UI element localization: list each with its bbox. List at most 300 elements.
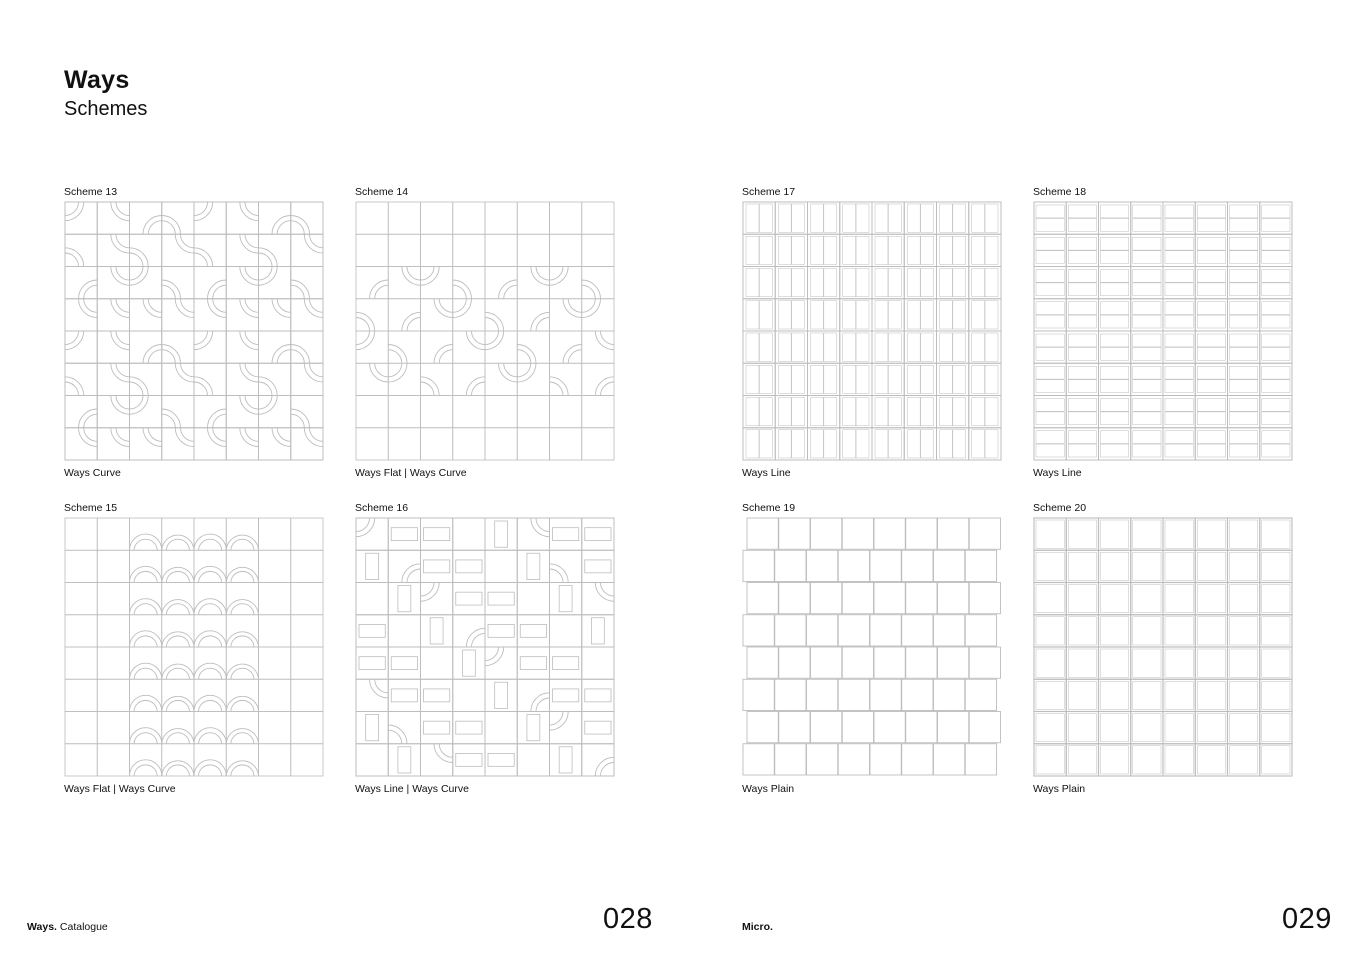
tile [259, 202, 291, 234]
tile [130, 267, 162, 299]
curve-path [130, 253, 144, 267]
curve-path [65, 253, 79, 267]
way-strip [591, 618, 604, 644]
plain-tile [779, 583, 810, 614]
curve-path [375, 679, 389, 693]
curve-path [130, 382, 144, 396]
tile [1131, 615, 1163, 647]
curve-path [291, 285, 305, 299]
tile [485, 363, 517, 395]
plain-tile-inner [1133, 617, 1161, 645]
tile [291, 518, 323, 550]
curve-path [472, 382, 486, 396]
tile [291, 202, 323, 234]
tile [1228, 583, 1260, 615]
tile [582, 202, 614, 234]
curve-path [517, 350, 531, 364]
plain-tile [870, 679, 901, 710]
tile [550, 550, 582, 582]
tile [582, 234, 614, 266]
plain-tile-inner [1068, 585, 1096, 613]
tile [453, 583, 485, 615]
tile [1066, 744, 1098, 776]
plain-tile-inner [1036, 649, 1064, 677]
curve-path [181, 363, 195, 377]
plain-tile [906, 583, 937, 614]
tile [388, 679, 420, 711]
curve-path [162, 285, 176, 299]
curve-path [375, 285, 389, 299]
plain-tile [747, 712, 778, 743]
curve-path [536, 518, 550, 532]
tile [291, 363, 323, 395]
tile [226, 331, 258, 363]
curve-path [84, 299, 98, 313]
scheme-13-diagram [64, 201, 324, 461]
tile [582, 583, 614, 615]
curve-path [407, 569, 421, 583]
plain-tile-inner [1165, 649, 1193, 677]
tile [130, 363, 162, 395]
curve-path [116, 267, 130, 281]
tile [421, 234, 453, 266]
tile [259, 550, 291, 582]
tile [97, 712, 129, 744]
tile [550, 396, 582, 428]
tile [1195, 744, 1227, 776]
curve-path [116, 428, 130, 442]
way-strip [430, 618, 443, 644]
tile [97, 234, 129, 266]
tile [1163, 679, 1195, 711]
tile [1195, 679, 1227, 711]
scheme-label: Scheme 14 [355, 186, 409, 198]
way-strip [520, 624, 546, 637]
curve-path [199, 604, 222, 615]
plain-tile-inner [1036, 746, 1064, 774]
tile [291, 679, 323, 711]
tile [291, 396, 323, 428]
curve-path [310, 428, 324, 442]
tile [65, 202, 97, 234]
way-strip [585, 721, 611, 734]
tile [421, 428, 453, 460]
scheme-caption: Ways Line [1033, 467, 1082, 479]
plain-tile [965, 744, 996, 775]
tile [550, 744, 582, 776]
plain-tile [938, 712, 969, 743]
plain-tile-inner [1165, 681, 1193, 709]
tile [421, 267, 453, 299]
plain-tile [807, 615, 838, 646]
curve-path [310, 363, 324, 377]
tile [97, 299, 129, 331]
plain-tile [902, 679, 933, 710]
curve-path [213, 299, 227, 313]
curve-path [388, 363, 402, 377]
plain-tile-inner [1197, 649, 1225, 677]
scheme-label: Scheme 13 [64, 186, 118, 198]
way-strip [495, 521, 508, 547]
tile [1034, 615, 1066, 647]
tile [1034, 550, 1066, 582]
tile [550, 267, 582, 299]
tile [259, 331, 291, 363]
tile [97, 744, 129, 776]
scheme-label: Scheme 15 [64, 502, 118, 514]
curve-path [245, 299, 259, 313]
tile [388, 331, 420, 363]
plain-tile-inner [1165, 585, 1193, 613]
tile [259, 363, 291, 395]
tile [1066, 518, 1098, 550]
tile [550, 299, 582, 331]
plain-tile-inner [1101, 746, 1129, 774]
tile [65, 331, 97, 363]
scheme-14-diagram [355, 201, 615, 461]
curve-path [134, 636, 157, 647]
tile [226, 299, 258, 331]
plain-tile-inner [1165, 617, 1193, 645]
tile [453, 647, 485, 679]
plain-tile-inner [1262, 617, 1290, 645]
curve-path [550, 712, 564, 726]
tile [1099, 647, 1131, 679]
curve-path [407, 267, 421, 281]
curve-path [388, 730, 402, 744]
tile [1228, 712, 1260, 744]
tile [1228, 744, 1260, 776]
tile [291, 428, 323, 460]
tile [485, 299, 517, 331]
tile [1131, 647, 1163, 679]
curve-path [116, 299, 130, 313]
tile [453, 518, 485, 550]
plain-tile-inner [1197, 746, 1225, 774]
way-strip [585, 689, 611, 702]
tile [291, 647, 323, 679]
tile [226, 267, 258, 299]
curve-path [231, 636, 254, 647]
tile [1131, 550, 1163, 582]
plain-tile-inner [1036, 552, 1064, 580]
tile [162, 679, 194, 711]
tile [1034, 647, 1066, 679]
scheme-label: Scheme 17 [742, 186, 796, 198]
tile [1163, 712, 1195, 744]
tile [356, 363, 388, 395]
curve-path [245, 331, 259, 345]
way-strip [391, 657, 417, 670]
curve-path [148, 221, 162, 235]
tile [1163, 518, 1195, 550]
tile [517, 331, 549, 363]
tile [485, 679, 517, 711]
scheme-17-diagram [742, 201, 1002, 461]
curve-path [485, 318, 499, 332]
curve-path [601, 763, 615, 777]
tile [388, 396, 420, 428]
way-strip [462, 650, 475, 676]
plain-tile [969, 518, 1000, 549]
tile [388, 428, 420, 460]
curve-path [421, 382, 435, 396]
tile [65, 615, 97, 647]
plain-tile [779, 647, 810, 678]
tile [485, 712, 517, 744]
curve-path [134, 571, 157, 582]
tile [1228, 647, 1260, 679]
tile [582, 428, 614, 460]
curve-path [259, 253, 273, 267]
plain-tile [906, 647, 937, 678]
plain-tile [965, 550, 996, 581]
plain-tile-inner [1262, 585, 1290, 613]
curve-path [245, 202, 259, 216]
tile [550, 679, 582, 711]
scheme-14 [355, 185, 615, 479]
tile [1228, 615, 1260, 647]
plain-tile [938, 518, 969, 549]
way-strip [553, 657, 579, 670]
tile [1228, 550, 1260, 582]
plain-tile-inner [1165, 714, 1193, 742]
tile [226, 583, 258, 615]
tile [453, 299, 485, 331]
tile [291, 299, 323, 331]
plain-tile [743, 550, 774, 581]
tile [453, 550, 485, 582]
curve-path [582, 285, 596, 299]
plain-tile-inner [1262, 649, 1290, 677]
tile [1228, 679, 1260, 711]
tile [517, 679, 549, 711]
curve-path [148, 428, 162, 442]
plain-tile [811, 583, 842, 614]
tile [97, 331, 129, 363]
tile [162, 518, 194, 550]
curve-path [356, 331, 370, 345]
way-strip [456, 753, 482, 766]
curve-path [375, 363, 389, 377]
curve-path [162, 221, 176, 235]
tile [421, 202, 453, 234]
tile [226, 518, 258, 550]
tile [485, 202, 517, 234]
curve-path [536, 698, 550, 712]
tile [550, 647, 582, 679]
plain-tile [906, 712, 937, 743]
tile [65, 234, 97, 266]
footer-micro: Micro. [742, 921, 773, 933]
way-strip [520, 657, 546, 670]
curve-path [116, 363, 130, 377]
curve-path [194, 253, 208, 267]
tile [291, 583, 323, 615]
curve-path [166, 700, 189, 711]
tile [388, 363, 420, 395]
footer-brand [27, 921, 108, 933]
tile [259, 679, 291, 711]
tile [162, 615, 194, 647]
tile [582, 615, 614, 647]
tile [356, 615, 388, 647]
tile [65, 396, 97, 428]
plain-tile [747, 583, 778, 614]
tile [453, 712, 485, 744]
tile [550, 234, 582, 266]
tile [97, 363, 129, 395]
tile [550, 363, 582, 395]
tile [226, 647, 258, 679]
plain-tile [874, 712, 905, 743]
tile [356, 428, 388, 460]
curve-path [536, 318, 550, 332]
tile [291, 550, 323, 582]
curve-path [199, 668, 222, 679]
plain-tile [934, 744, 965, 775]
curve-path [453, 285, 467, 299]
curve-path [245, 396, 259, 410]
tile [517, 396, 549, 428]
tile [130, 396, 162, 428]
way-strip [527, 715, 540, 741]
tile [421, 679, 453, 711]
way-strip [585, 560, 611, 573]
curve-path [116, 234, 130, 248]
plain-tile-inner [1230, 585, 1258, 613]
tile [259, 267, 291, 299]
plain-tile [807, 550, 838, 581]
curve-path [130, 396, 144, 410]
curve-path [504, 285, 518, 299]
tile [1260, 712, 1292, 744]
curve-path [485, 647, 499, 661]
curve-path [472, 331, 486, 345]
plain-tile-inner [1068, 617, 1096, 645]
tile [453, 331, 485, 363]
tile [97, 267, 129, 299]
curve-path [291, 414, 305, 428]
curve-path [181, 428, 195, 442]
curve-path [65, 382, 79, 396]
plain-tile-inner [1036, 617, 1064, 645]
tile [259, 299, 291, 331]
tile [453, 267, 485, 299]
plain-tile-inner [1068, 552, 1096, 580]
curve-path [134, 539, 157, 550]
plain-tile [842, 583, 873, 614]
tile [259, 428, 291, 460]
tile [65, 550, 97, 582]
tile [162, 712, 194, 744]
tile [388, 202, 420, 234]
plain-tile-inner [1036, 520, 1064, 548]
plain-tile [938, 583, 969, 614]
tile [421, 550, 453, 582]
plain-tile [969, 583, 1000, 614]
way-strip [456, 560, 482, 573]
tile [194, 428, 226, 460]
curve-path [259, 267, 273, 281]
curve-path [485, 331, 499, 345]
plain-tile [965, 615, 996, 646]
plain-tile-inner [1036, 585, 1064, 613]
way-strip [456, 592, 482, 605]
plain-tile [902, 615, 933, 646]
curve-path [148, 299, 162, 313]
curve-path [213, 414, 227, 428]
tile [162, 363, 194, 395]
curve-path [231, 765, 254, 776]
plain-tile [870, 744, 901, 775]
tile [485, 396, 517, 428]
plain-tile [934, 615, 965, 646]
tile [97, 583, 129, 615]
plain-tile-inner [1262, 714, 1290, 742]
tile [130, 299, 162, 331]
tile [65, 518, 97, 550]
plain-tile [779, 712, 810, 743]
tile [162, 234, 194, 266]
way-strip [424, 528, 450, 541]
curve-path [453, 299, 467, 313]
plain-tile-inner [1197, 552, 1225, 580]
plain-tile-inner [1262, 746, 1290, 774]
plain-tile-inner [1036, 681, 1064, 709]
scheme-18-diagram [1033, 201, 1293, 461]
tile [485, 550, 517, 582]
curve-path [134, 668, 157, 679]
plain-tile-inner [1197, 681, 1225, 709]
plain-tile [838, 615, 869, 646]
tile [453, 202, 485, 234]
tile [1260, 744, 1292, 776]
tile [97, 679, 129, 711]
way-strip [488, 624, 514, 637]
curve-path [568, 299, 582, 313]
tile [226, 428, 258, 460]
tile [517, 202, 549, 234]
tile [356, 267, 388, 299]
tile [485, 615, 517, 647]
tile [291, 712, 323, 744]
curve-path [148, 350, 162, 364]
scheme-caption: Ways Line [742, 467, 791, 479]
curve-path [582, 299, 596, 313]
plain-tile [934, 550, 965, 581]
way-strip [456, 721, 482, 734]
tile [453, 363, 485, 395]
plain-tile [775, 615, 806, 646]
tile [356, 550, 388, 582]
way-strip [398, 586, 411, 612]
curve-path [421, 583, 435, 597]
curve-path [231, 539, 254, 550]
scheme-label: Scheme 18 [1033, 186, 1087, 198]
tile [1260, 679, 1292, 711]
plain-tile [906, 518, 937, 549]
tile [130, 202, 162, 234]
tile [1195, 615, 1227, 647]
tile [162, 202, 194, 234]
tile [65, 363, 97, 395]
tile [1034, 744, 1066, 776]
page-number-left: 028 [603, 903, 653, 935]
curve-path [231, 604, 254, 615]
curve-path [194, 202, 208, 216]
plain-tile [807, 744, 838, 775]
